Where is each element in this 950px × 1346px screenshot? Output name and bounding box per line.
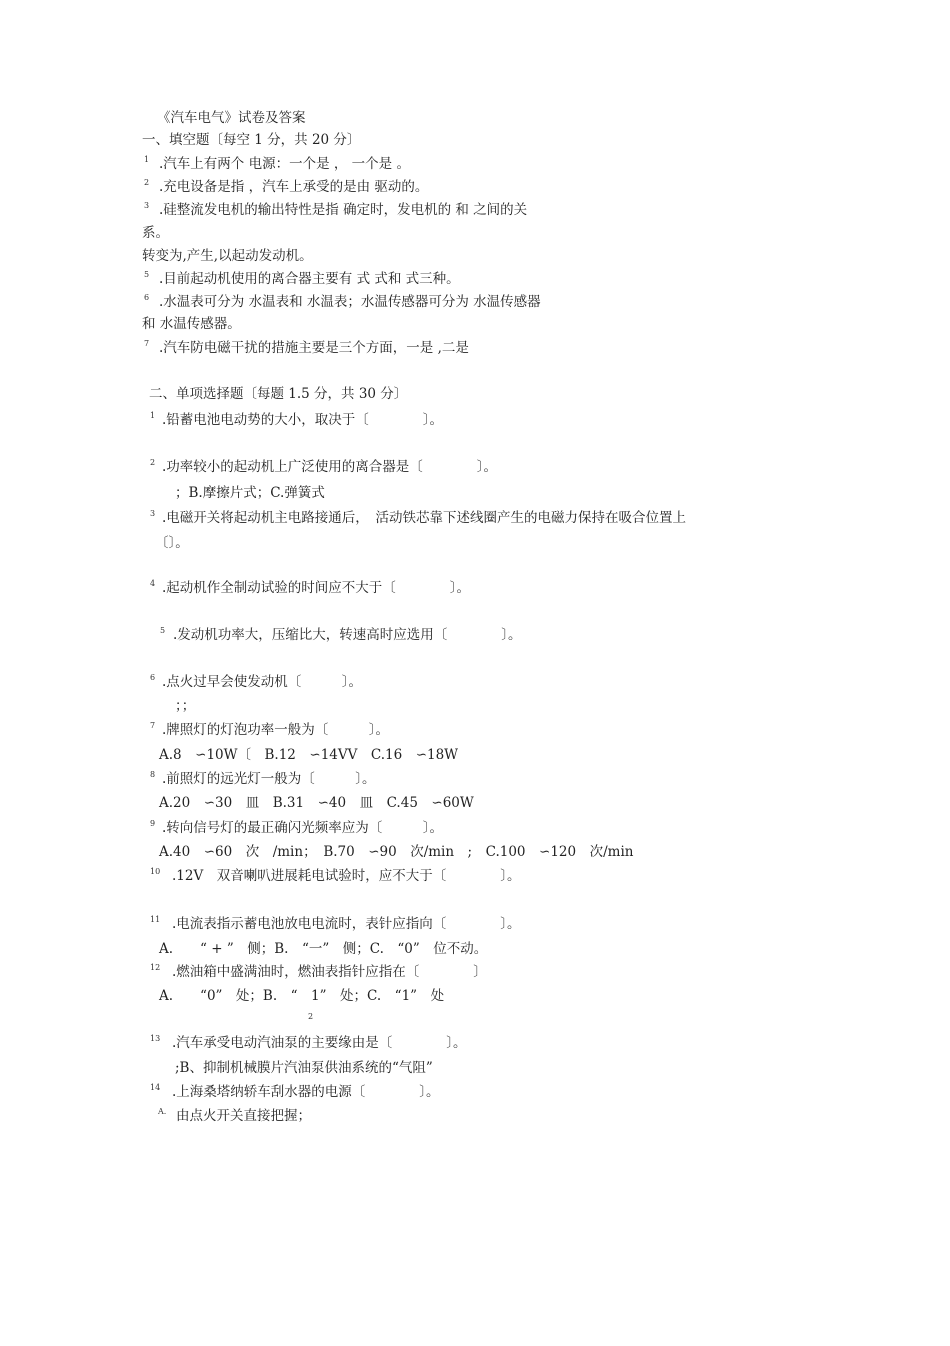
choice-question-3-continued: 〔〕。 [155,535,189,551]
question-number: 5 [160,626,166,635]
choice-question-14: .上海桑塔纳轿车刮水器的电源〔 〕。 [172,1084,440,1100]
choice-question-7: .牌照灯的灯泡功率一般为〔 〕。 [162,722,390,738]
question-number: 2 [144,178,150,187]
choice-question-8-options: A.20 ∽30 皿 B.31 ∽40 皿 C.45 ∽60W [159,795,474,811]
section-1-heading: 一、填空题〔每空 1 分，共 20 分〕 [142,132,361,148]
choice-question-10: .12V 双音喇叭进展耗电试验时，应不大于〔 〕。 [172,868,521,884]
question-number: 2 [150,458,156,467]
question-number: 1 [144,155,150,164]
choice-question-9: .转向信号灯的最正确闪光频率应为〔 〕。 [162,820,444,836]
question-number: 6 [150,673,156,682]
choice-question-5: .发动机功率大，压缩比大，转速高时应选用〔 〕。 [173,627,522,643]
question-number: 13 [150,1034,161,1043]
choice-question-7-options: A.8 ∽10W〔 B.12 ∽14VV C.16 ∽18W [159,747,459,763]
choice-question-6: .点火过早会使发动机〔 〕。 [162,674,363,690]
choice-question-11: .电流表指示蓄电池放电电流时，表针应指向〔 〕。 [172,916,521,932]
fill-question-3: .硅整流发电机的输出特性是指 确定时，发电机的 和 之间的关 [159,202,528,218]
fill-question-5: .目前起动机使用的离合器主要有 式 式和 式三种。 [159,271,460,287]
question-number: 5 [144,270,150,279]
choice-question-4: .起动机作全制动试验的时间应不大于〔 〕。 [162,580,471,596]
choice-question-1: .铅蓄电池电动势的大小，取决于〔 〕。 [162,412,444,428]
choice-question-9-options: A.40 ∽60 次 /min； B.70 ∽90 次/min ; C.100 ∽120 次/min [159,844,634,860]
question-number: 4 [150,579,156,588]
option-marker: A. [158,1107,167,1116]
question-number: 6 [144,293,150,302]
section-2-heading: 二、单项选择题〔每题 1.5 分，共 30 分〕 [149,386,408,402]
choice-question-2-options: ；B.摩擦片式；C.弹簧式 [175,485,325,501]
document-title: 《汽车电气》试卷及答案 [157,110,306,126]
choice-question-8: .前照灯的远光灯一般为〔 〕。 [162,771,376,787]
fill-question-3-continued: 系。 [142,225,169,241]
choice-question-2: .功率较小的起动机上广泛使用的离合器是〔 〕。 [162,459,498,475]
fill-question-4: 转变为,产生,以起动发动机。 [142,248,313,264]
choice-question-11-options: A. “ + ” 侧；B. “一” 侧；C. “0” 位不动。 [159,941,488,957]
question-number: 3 [150,509,156,518]
question-number: 7 [144,339,150,348]
question-number: 7 [150,721,156,730]
choice-question-12-options: A. “0” 处；B. “ 1” 处；C. “1” 处 [159,988,445,1004]
question-number: 8 [150,770,156,779]
fill-question-1: .汽车上有两个 电源：一个是 ， 一个是 。 [159,156,410,172]
question-number: 9 [150,819,156,828]
choice-question-3: .电磁开关将起动机主电路接通后， 活动铁芯靠下述线圈产生的电磁力保持在吸合位置上 [162,510,687,526]
question-number: 1 [150,411,156,420]
choice-question-6-options: ；； [175,698,196,714]
fraction-denominator: 2 [308,1012,314,1021]
question-number: 14 [150,1083,161,1092]
question-number: 12 [150,963,161,972]
choice-question-13-options: ;B、抑制机械膜片汽油泵供油系统的“气阻” [175,1060,433,1076]
choice-question-12: .燃油箱中盛满油时，燃油表指针应指在〔 〕 [172,964,487,980]
fill-question-7: .汽车防电磁干扰的措施主要是三个方面，一是 ,二是 [159,340,469,356]
question-number: 3 [144,201,150,210]
question-number: 10 [150,867,161,876]
choice-question-14-option-a: 由点火开关直接把握； [176,1108,311,1124]
fill-question-6-continued: 和 水温传感器。 [142,316,241,332]
question-number: 11 [150,915,161,924]
fill-question-6: .水温表可分为 水温表和 水温表；水温传感器可分为 水温传感器 [159,294,541,310]
fill-question-2: .充电设备是指 ，汽车上承受的是由 驱动的。 [159,179,429,195]
choice-question-13: .汽车承受电动汽油泵的主要缘由是〔 〕。 [172,1035,467,1051]
